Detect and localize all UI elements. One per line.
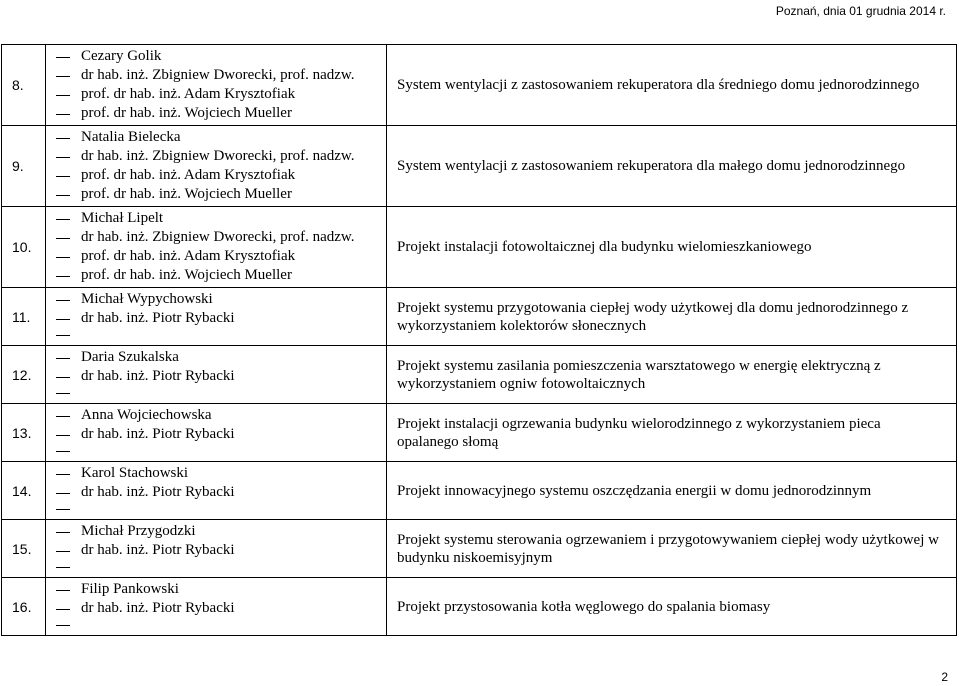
supervisor-name: dr hab. inż. Piotr Rybacki xyxy=(46,425,386,444)
people-cell xyxy=(46,207,387,288)
people-cell xyxy=(46,520,387,578)
people-cell xyxy=(46,288,387,346)
empty-list-item xyxy=(46,560,386,575)
thesis-topic: Projekt innowacyjnego systemu oszczędzania energii w domu jednorodzinnym xyxy=(387,462,957,520)
table-row xyxy=(2,45,957,126)
student-name: Michał Przygodzki xyxy=(46,522,386,541)
student-name: Anna Wojciechowska xyxy=(46,406,386,425)
document-header: Poznań, dnia 01 grudnia 2014 r. xyxy=(775,4,946,18)
thesis-topic: Projekt przystosowania kotła węglowego do spalania biomasy xyxy=(387,578,957,636)
row-number: 8. xyxy=(2,45,46,126)
supervisor-name: dr hab. inż. Piotr Rybacki xyxy=(46,599,386,618)
row-number: 14. xyxy=(2,462,46,520)
thesis-topic: System wentylacji z zastosowaniem rekuperatora dla małego domu jednorodzinnego xyxy=(387,126,957,207)
people-cell xyxy=(46,578,387,636)
supervisor-name: prof. dr hab. inż. Wojciech Mueller xyxy=(46,185,386,204)
table-body xyxy=(2,45,957,636)
student-name: Michał Lipelt xyxy=(46,209,386,228)
student-name: Karol Stachowski xyxy=(46,464,386,483)
supervisor-name: dr hab. inż. Zbigniew Dworecki, prof. nadzw. xyxy=(46,66,386,85)
supervisor-name: dr hab. inż. Zbigniew Dworecki, prof. nadzw. xyxy=(46,228,386,247)
supervisor-name: dr hab. inż. Piotr Rybacki xyxy=(46,483,386,502)
row-number: 16. xyxy=(2,578,46,636)
table-row xyxy=(2,404,957,462)
supervisor-name: dr hab. inż. Piotr Rybacki xyxy=(46,367,386,386)
row-number: 10. xyxy=(2,207,46,288)
row-number: 12. xyxy=(2,346,46,404)
empty-list-item xyxy=(46,386,386,401)
table-row xyxy=(2,578,957,636)
thesis-topic: Projekt systemu przygotowania ciepłej wody użytkowej dla domu jednorodzinnego z wykorzystaniem kolektorów słonecznych xyxy=(387,288,957,346)
supervisor-name: prof. dr hab. inż. Wojciech Mueller xyxy=(46,266,386,285)
people-cell xyxy=(46,462,387,520)
table-row xyxy=(2,346,957,404)
thesis-topic: Projekt systemu zasilania pomieszczenia warsztatowego w energię elektryczną z wykorzystaniem ogniw fotowoltaicznych xyxy=(387,346,957,404)
empty-list-item xyxy=(46,502,386,517)
table-row xyxy=(2,207,957,288)
thesis-topic: Projekt instalacji fotowoltaicznej dla budynku wielomieszkaniowego xyxy=(387,207,957,288)
thesis-topic: Projekt systemu sterowania ogrzewaniem i przygotowywaniem ciepłej wody użytkowej w budynku niskoemisyjnym xyxy=(387,520,957,578)
table-row xyxy=(2,520,957,578)
supervisor-name: dr hab. inż. Piotr Rybacki xyxy=(46,309,386,328)
row-number: 9. xyxy=(2,126,46,207)
row-number: 13. xyxy=(2,404,46,462)
student-name: Natalia Bielecka xyxy=(46,128,386,147)
supervisor-name: prof. dr hab. inż. Adam Krysztofiak xyxy=(46,85,386,104)
thesis-topic: Projekt instalacji ogrzewania budynku wielorodzinnego z wykorzystaniem pieca opalanego słomą xyxy=(387,404,957,462)
supervisor-name: dr hab. inż. Zbigniew Dworecki, prof. nadzw. xyxy=(46,147,386,166)
empty-list-item xyxy=(46,618,386,633)
empty-list-item xyxy=(46,328,386,343)
row-number: 11. xyxy=(2,288,46,346)
supervisor-name: dr hab. inż. Piotr Rybacki xyxy=(46,541,386,560)
table-row xyxy=(2,462,957,520)
supervisor-name: prof. dr hab. inż. Wojciech Mueller xyxy=(46,104,386,123)
student-name: Daria Szukalska xyxy=(46,348,386,367)
supervisor-name: prof. dr hab. inż. Adam Krysztofiak xyxy=(46,247,386,266)
supervisor-name: prof. dr hab. inż. Adam Krysztofiak xyxy=(46,166,386,185)
thesis-topic: System wentylacji z zastosowaniem rekuperatora dla średniego domu jednorodzinnego xyxy=(387,45,957,126)
people-cell xyxy=(46,126,387,207)
table-row xyxy=(2,288,957,346)
table-row xyxy=(2,126,957,207)
page-number: 2 xyxy=(941,670,948,684)
people-cell xyxy=(46,404,387,462)
people-cell xyxy=(46,45,387,126)
empty-list-item xyxy=(46,444,386,459)
student-name: Cezary Golik xyxy=(46,47,386,66)
row-number: 15. xyxy=(2,520,46,578)
student-name: Michał Wypychowski xyxy=(46,290,386,309)
thesis-table xyxy=(1,44,957,636)
people-cell xyxy=(46,346,387,404)
student-name: Filip Pankowski xyxy=(46,580,386,599)
